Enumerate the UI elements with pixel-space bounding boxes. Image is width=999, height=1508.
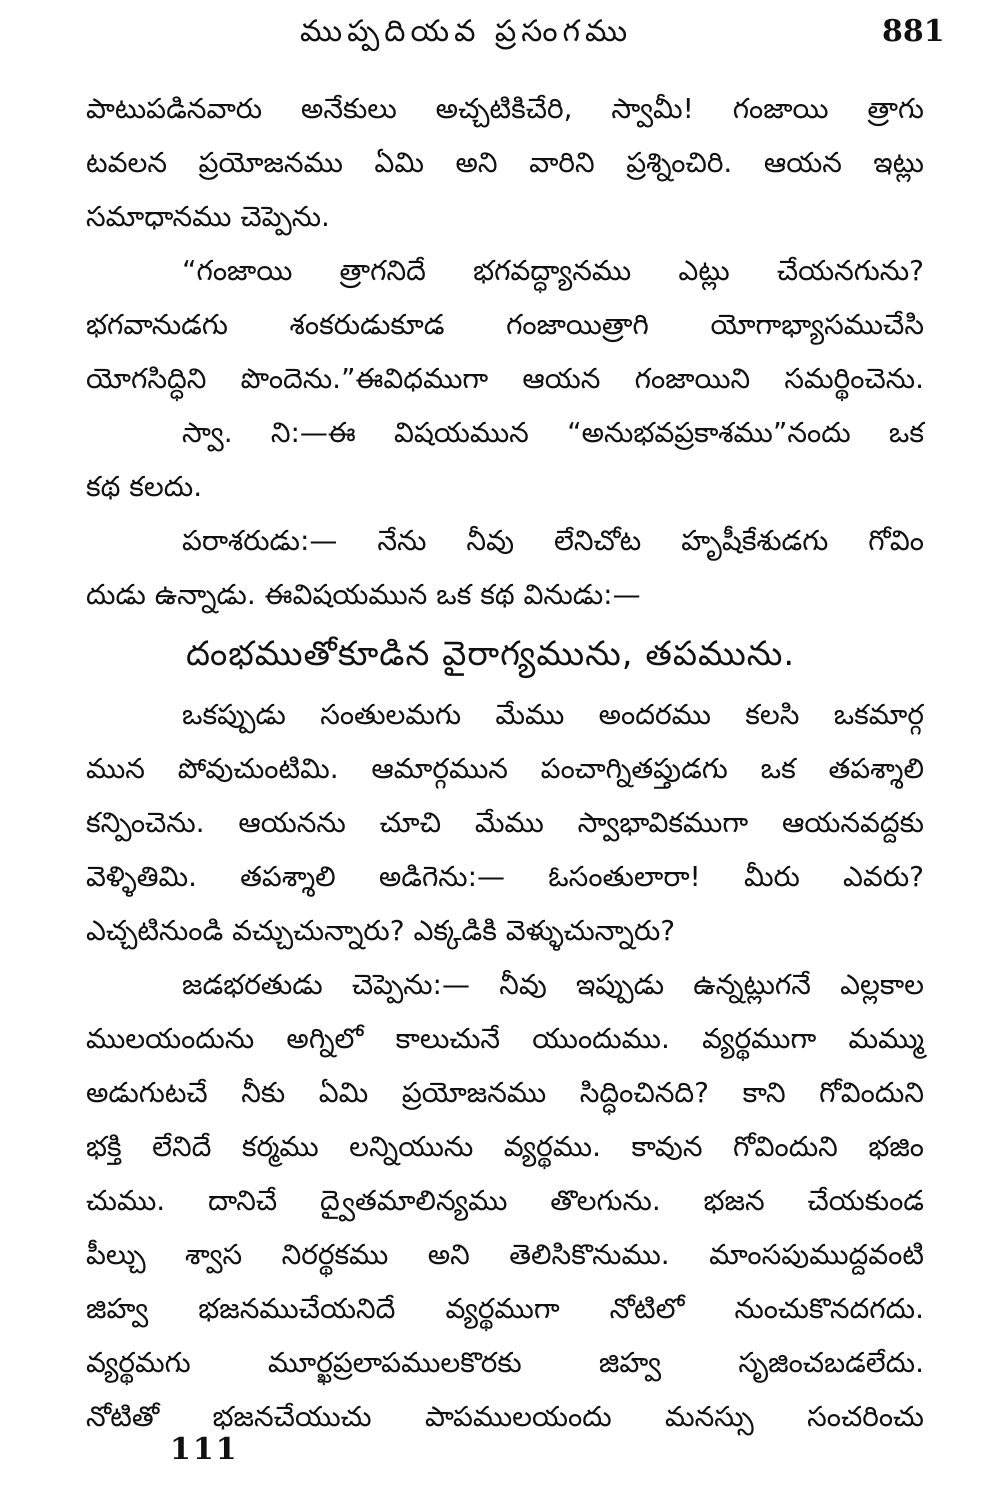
text-line-22: జిహ్వ భజనముచేయనిదే వ్యర్థముగా నోటిలో నుంచుకొనదగదు. [86, 1292, 924, 1325]
text-line-9: పరాశరుడు:— నేను నీవు లేనిచోట హృషీకేశుడగు గోవిం [182, 524, 924, 557]
text-line-5: భగవానుడగు శంకరుడుకూడ గంజాయిత్రాగి యోగాభ్యాసముచేసి [86, 308, 924, 341]
text-line-16: జడభరతుడు చెప్పెను:— నీవు ఇప్పుడు ఉన్నట్లుగనే ఎల్లకాల [182, 968, 924, 1001]
text-line-13: కన్పించెను. ఆయనను చూచి మేము స్వాభావికముగా ఆయనవద్దకు [86, 806, 924, 839]
text-line-10: దుడు ఉన్నాడు. ఈవిషయమున ఒక కథ వినుడు:— [86, 578, 641, 611]
text-line-24: నోటితో భజనచేయుచు పాపములయందు మనస్సు సంచరించు [86, 1400, 924, 1433]
text-line-8: కథ కలదు. [86, 470, 203, 503]
text-line-15: ఎచ్చటినుండి వచ్చుచున్నారు? ఎక్కడికి వెళ్ళుచున్నారు? [86, 914, 676, 947]
text-line-19: భక్తి లేనిదే కర్మము లన్నియును వ్యర్థము. కావున గోవిందుని భజిం [86, 1130, 924, 1163]
text-line-12: మున పోవుచుంటిమి. ఆమార్గమున పంచాగ్నితప్తుడగు ఒక తపశ్శాలి [86, 752, 924, 785]
text-line-23: వ్యర్థమగు మూర్ఖప్రలాపములకొరకు జిహ్వ సృజించబడలేదు. [86, 1346, 924, 1379]
signature-mark: 111 [170, 1432, 239, 1467]
text-line-4: “గంజాయి త్రాగనిదే భగవద్ధ్యానము ఎట్లు చేయనగును? [182, 254, 924, 287]
text-line-17: ములయందును అగ్నిలో కాలుచునే యుందుము. వ్యర్థముగా మమ్ము [86, 1022, 924, 1055]
section-heading: దంభముతోకూడిన వైరాగ్యమును, తపమును. [186, 634, 796, 674]
running-head [0, 14, 999, 64]
text-line-3: సమాధానము చెప్పెను. [86, 200, 330, 233]
text-line-11: ఒకప్పుడు సంతులమగు మేము అందరము కలసి ఒకమార్గ [182, 698, 924, 731]
text-line-2: టవలన ప్రయోజనము ఏమి అని వారిని ప్రశ్నించిరి. ఆయన ఇట్లు [86, 146, 924, 179]
text-line-21: పీల్చు శ్వాస నిరర్థకము అని తెలిసికొనుము. మాంసపుముద్దవంటి [86, 1238, 924, 1271]
text-line-18: అడుగుటచే నీకు ఏమి ప్రయోజనము సిద్ధించినది? కాని గోవిందుని [86, 1076, 924, 1109]
text-line-14: వెళ్ళితిమి. తపశ్శాలి అడిగెను:— ఓసంతులారా! మీరు ఎవరు? [86, 860, 924, 893]
text-line-6: యోగసిద్ధిని పొందెను.”ఈవిధముగా ఆయన గంజాయిని సమర్థించెను. [86, 362, 924, 395]
running-title: ముప్పదియవ ప్రసంగము [300, 14, 633, 49]
text-line-20: చుము. దానిచే ద్వైతమాలిన్యము తొలగును. భజన చేయకుండ [86, 1184, 924, 1217]
text-line-1: పాటుపడినవారు అనేకులు అచ్చటికిచేరి, స్వామీ! గంజాయి త్రాగు [86, 92, 924, 125]
text-line-7: స్వా. ని:—ఈ విషయమున “అనుభవప్రకాశము”నందు ఒక [182, 416, 924, 449]
page-number: 881 [882, 14, 945, 49]
